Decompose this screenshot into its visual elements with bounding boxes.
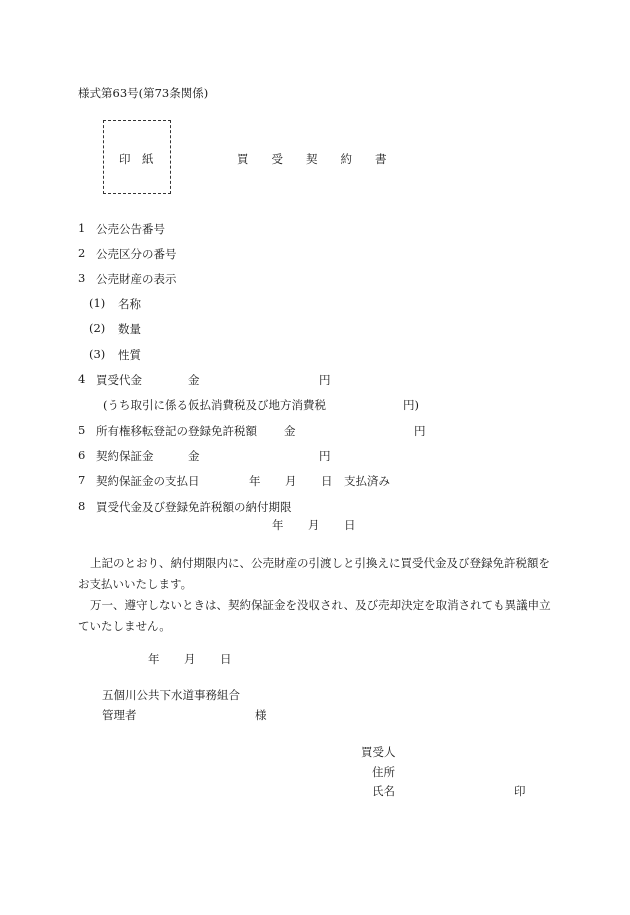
item-8-number: 8 (78, 499, 86, 513)
buyer-address-label: 住所 (372, 765, 395, 779)
item-6-label: 契約保証金 (96, 449, 154, 463)
buyer-name-label: 氏名 (372, 784, 395, 798)
item-2-number: 2 (78, 246, 86, 260)
form-number: 様式第63号(第73条関係) (78, 86, 209, 100)
date-month: 月 (184, 652, 196, 666)
item-8-label: 買受代金及び登録免許税額の納付期限 (96, 500, 292, 514)
item-6-yen: 円 (319, 449, 331, 463)
item-3-label: 公売財産の表示 (96, 272, 177, 286)
item-5-number: 5 (78, 423, 86, 437)
item-4-tax-note: (うち取引に係る仮払消費税及び地方消費税 (103, 398, 326, 412)
body-paragraph-forfeit: 万一、遵守しないときは、契約保証金を没収され、及び売却決定を取消されても異議申立ていたしません。 (78, 598, 551, 633)
body-paragraph-payment: 上記のとおり、納付期限内に、公売財産の引渡しと引換えに買受代金及び登録免許税額をお支払いいたします。 (78, 556, 550, 591)
item-7-month: 月 (285, 474, 297, 488)
item-4-yen: 円 (319, 373, 331, 387)
item-4-tax-note-yen: 円) (403, 398, 419, 412)
addressee-honorific: 様 (255, 708, 267, 722)
item-7-year: 年 (249, 474, 261, 488)
item-2-label: 公売区分の番号 (96, 247, 177, 261)
subitem-2-number: (2) (89, 321, 106, 335)
item-4-number: 4 (78, 372, 86, 386)
item-7-status: 支払済み (344, 474, 390, 488)
buyer-seal-mark: 印 (514, 784, 526, 798)
item-4-label: 買受代金 (96, 373, 142, 387)
subitem-2-label: 数量 (118, 322, 141, 336)
item-1-label: 公売公告番号 (96, 222, 165, 236)
item-7-number: 7 (78, 473, 86, 487)
item-7-day: 日 (321, 474, 333, 488)
item-4-kin: 金 (188, 373, 200, 387)
subitem-1-number: (1) (89, 296, 106, 310)
item-1-number: 1 (78, 221, 86, 235)
addressee-organization: 五個川公共下水道事務組合 (102, 688, 240, 702)
item-5-label: 所有権移転登記の登録免許税額 (96, 424, 257, 438)
stamp-label: 印 紙 (119, 152, 154, 166)
item-5-kin: 金 (284, 424, 296, 438)
addressee-title: 管理者 (102, 708, 137, 722)
item-8-day: 日 (344, 518, 356, 532)
item-8-year: 年 (272, 518, 284, 532)
item-6-number: 6 (78, 448, 86, 462)
subitem-3-number: (3) (89, 347, 106, 361)
item-3-number: 3 (78, 271, 86, 285)
subitem-3-label: 性質 (118, 348, 141, 362)
date-day: 日 (220, 652, 232, 666)
buyer-label: 買受人 (361, 745, 396, 759)
item-8-month: 月 (308, 518, 320, 532)
date-year: 年 (148, 652, 160, 666)
subitem-1-label: 名称 (118, 297, 141, 311)
item-7-label: 契約保証金の支払日 (96, 474, 200, 488)
document-title: 買 受 契 約 書 (237, 152, 387, 166)
item-6-kin: 金 (188, 449, 200, 463)
item-5-yen: 円 (414, 424, 426, 438)
